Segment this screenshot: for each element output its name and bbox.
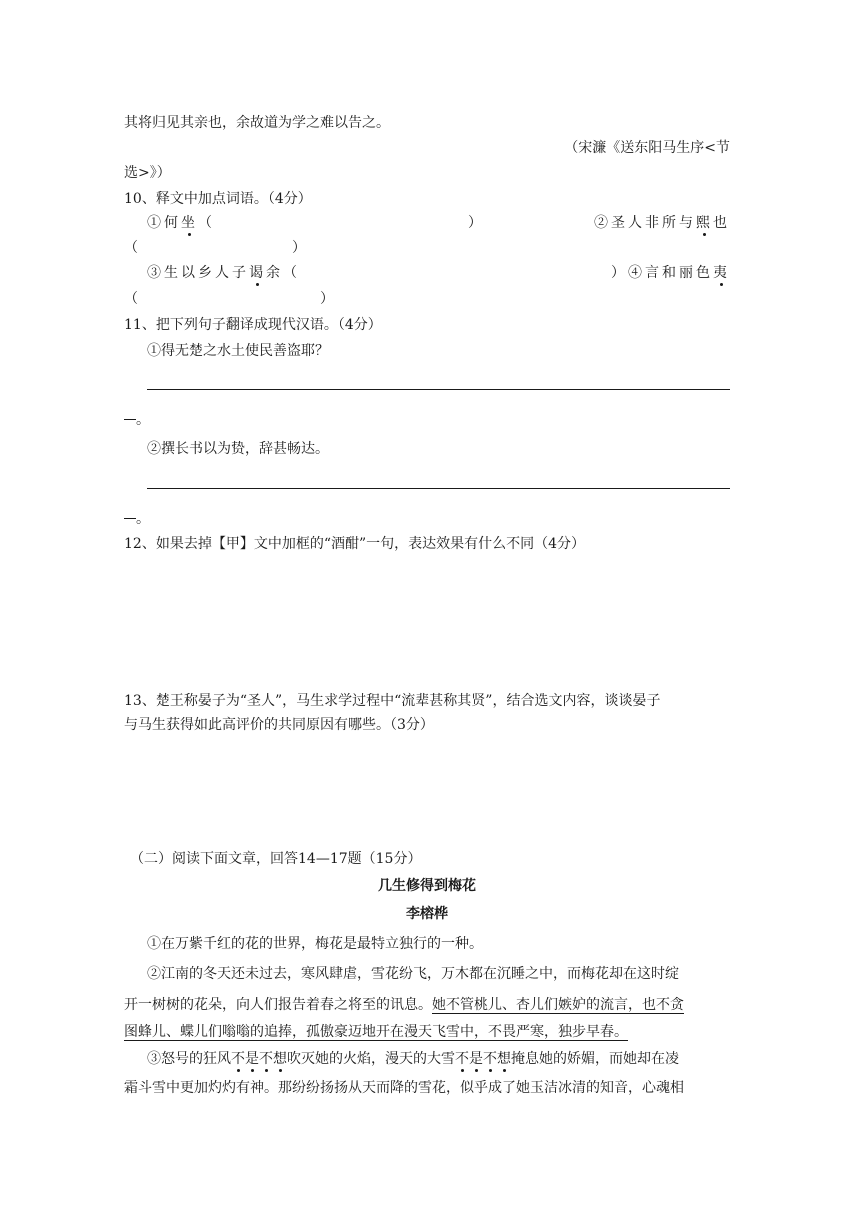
dotted-char: 夷 bbox=[713, 265, 730, 281]
answer-blank[interactable] bbox=[124, 239, 730, 257]
question-10: 10、释文中加点词语。（4分） bbox=[124, 191, 312, 207]
paren: ） bbox=[292, 240, 306, 256]
answer-line[interactable] bbox=[147, 488, 730, 489]
article-title: 几生修得到梅花 bbox=[378, 878, 476, 894]
paragraph-3 bbox=[147, 1050, 753, 1068]
paren: （ bbox=[283, 265, 300, 281]
section-heading: （二）阅读下面文章，回答14—17题（15分） bbox=[130, 851, 422, 867]
paren: ） bbox=[468, 215, 482, 231]
paren: ） bbox=[320, 291, 334, 307]
underlined-text: 图蜂儿、蝶儿们嗡嗡的追捧，孤傲豪迈地开在漫天飞雪中，不畏严寒，独步早春。 bbox=[124, 1024, 628, 1040]
dotted-char: 不 bbox=[455, 1051, 469, 1067]
plain-text: 掩息她的娇媚，而她却在凌 bbox=[511, 1051, 679, 1067]
answer-line[interactable] bbox=[147, 389, 730, 390]
paragraph-2-cont bbox=[124, 996, 730, 1014]
q10-item-3-end: 余 bbox=[266, 265, 283, 281]
paren: ） bbox=[611, 265, 628, 281]
dotted-char: 谒 bbox=[249, 265, 266, 281]
q10-item-4: ④言和丽色 bbox=[628, 265, 713, 281]
dotted-char: 不 bbox=[483, 1051, 497, 1067]
paren: （ bbox=[124, 291, 138, 307]
dotted-char: 想 bbox=[497, 1051, 511, 1067]
underlined-text: 她不管桃儿、杏儿们嫉妒的流言，也不贪 bbox=[432, 997, 684, 1013]
period: 。 bbox=[136, 511, 150, 527]
plain-text: 吹灭她的火焰，漫天的大雪 bbox=[287, 1051, 455, 1067]
question-13: 13、楚王称晏子为“圣人”，马生求学过程中“流辈甚称其贤”，结合选文内容，谈谈晏子 bbox=[124, 693, 661, 709]
answer-line-end[interactable] bbox=[124, 518, 136, 519]
q10-row-1 bbox=[147, 214, 730, 232]
citation-cont: 选>》） bbox=[124, 165, 171, 181]
answer-blank[interactable] bbox=[124, 290, 730, 308]
dotted-char: 熙 bbox=[696, 215, 713, 231]
plain-text: ③怒号的狂风 bbox=[147, 1051, 231, 1067]
question-11: 11、把下列句子翻译成现代汉语。（4分） bbox=[124, 317, 382, 333]
paragraph-1: ①在万紫千红的花的世界，梅花是最特立独行的一种。 bbox=[147, 936, 483, 952]
paragraph-2: ②江南的冬天还未过去，寒风肆虐，雪花纷飞，万木都在沉睡之中，而梅花却在这时绽 bbox=[147, 966, 679, 982]
dotted-char: 是 bbox=[469, 1051, 483, 1067]
q10-item-1: ①何 bbox=[147, 215, 181, 231]
dotted-char: 坐 bbox=[181, 215, 198, 231]
paragraph-2-cont bbox=[124, 1023, 730, 1041]
dotted-char: 不 bbox=[231, 1051, 245, 1067]
citation: （宋濂《送东阳马生序<节 bbox=[564, 140, 730, 156]
q11-sentence-2: ②撰长书以为贽，辞甚畅达。 bbox=[147, 441, 329, 457]
passage-line: 其将归见其亲也，余故道为学之难以告之。 bbox=[124, 115, 390, 131]
period: 。 bbox=[136, 412, 150, 428]
q10-item-3: ③生以乡人子 bbox=[147, 265, 249, 281]
question-13-cont: 与马生获得如此高评价的共同原因有哪些。（3分） bbox=[124, 717, 434, 733]
q11-sentence-1: ①得无楚之水土使民善盗耶？ bbox=[147, 343, 329, 359]
q10-row-2 bbox=[147, 264, 730, 282]
paren: （ bbox=[124, 240, 138, 256]
paragraph-3-cont: 霜斗雪中更加灼灼有神。那纷纷扬扬从天而降的雪花，似乎成了她玉洁冰清的知音，心魂相 bbox=[124, 1080, 684, 1096]
paren: （ bbox=[198, 215, 215, 231]
q10-item-2-end: 也 bbox=[713, 215, 730, 231]
question-12: 12、如果去掉【甲】文中加框的“酒酣”一句，表达效果有什么不同（4分） bbox=[124, 536, 586, 552]
answer-line-end[interactable] bbox=[124, 419, 136, 420]
dotted-char: 是 bbox=[245, 1051, 259, 1067]
dotted-char: 不 bbox=[259, 1051, 273, 1067]
dotted-char: 想 bbox=[273, 1051, 287, 1067]
plain-text: 开一树树的花朵，向人们报告着春之将至的讯息。 bbox=[124, 997, 432, 1013]
article-author: 李榕桦 bbox=[406, 906, 448, 922]
q10-item-2: ②圣人非所与 bbox=[594, 215, 696, 231]
